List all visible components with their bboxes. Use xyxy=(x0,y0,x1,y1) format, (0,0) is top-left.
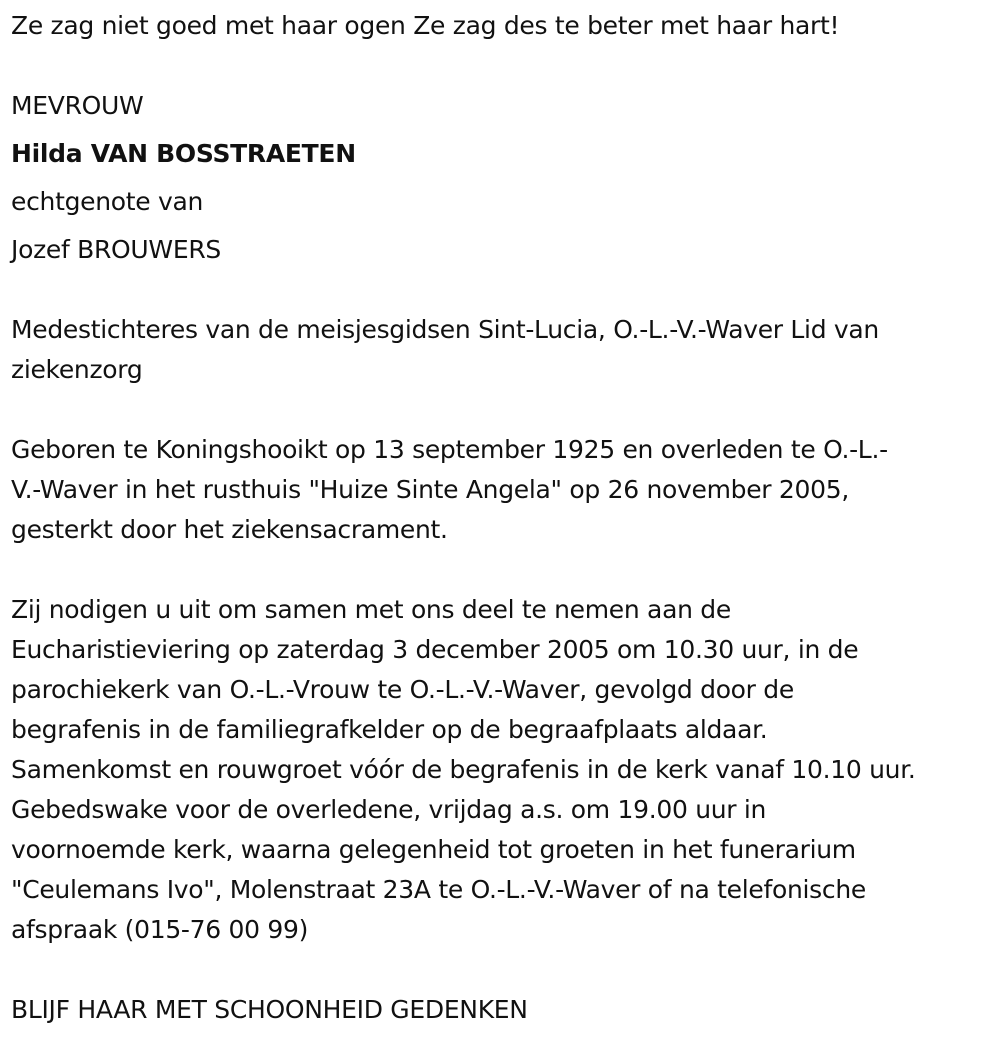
closing-text: BLIJF HAAR MET SCHOONHEID GEDENKEN xyxy=(11,995,528,1024)
relation-text: echtgenote van xyxy=(11,187,204,216)
birth-death-line: Geboren te Koningshooikt op 13 september 1925 en overleden te O.-L.- xyxy=(11,435,888,464)
invitation-line: afspraak (015-76 00 99) xyxy=(11,915,309,944)
birth-death-line: V.-Waver in het rusthuis "Huize Sinte Angela" op 26 november 2005, xyxy=(11,475,849,504)
invitation-line: Gebedswake voor de overledene, vrijdag a.s. om 19.00 uur in xyxy=(11,795,767,824)
invitation-line: Samenkomst en rouwgroet vóór de begrafenis in de kerk vanaf 10.10 uur. xyxy=(11,755,916,784)
title-prefix: MEVROUW xyxy=(11,91,144,120)
affiliation-line: ziekenzorg xyxy=(11,355,143,384)
invitation-line: "Ceulemans Ivo", Molenstraat 23A te O.-L.-V.-Waver of na telefonische xyxy=(11,875,866,904)
invitation-line: Eucharistieviering op zaterdag 3 december 2005 om 10.30 uur, in de xyxy=(11,635,859,664)
deceased-name: Hilda VAN BOSSTRAETEN xyxy=(11,139,356,168)
invitation-line: begrafenis in de familiegrafkelder op de begraafplaats aldaar. xyxy=(11,715,768,744)
affiliation-line: Medestichteres van de meisjesgidsen Sint-Lucia, O.-L.-V.-Waver Lid van xyxy=(11,315,879,344)
invitation-line: voornoemde kerk, waarna gelegenheid tot groeten in het funerarium xyxy=(11,835,856,864)
birth-death-line: gesterkt door het ziekensacrament. xyxy=(11,515,448,544)
spouse-name: Jozef BROUWERS xyxy=(11,235,221,264)
motto-text: Ze zag niet goed met haar ogen Ze zag des te beter met haar hart! xyxy=(11,11,840,40)
invitation-line: parochiekerk van O.-L.-Vrouw te O.-L.-V.-Waver, gevolgd door de xyxy=(11,675,794,704)
invitation-line: Zij nodigen u uit om samen met ons deel te nemen aan de xyxy=(11,595,731,624)
